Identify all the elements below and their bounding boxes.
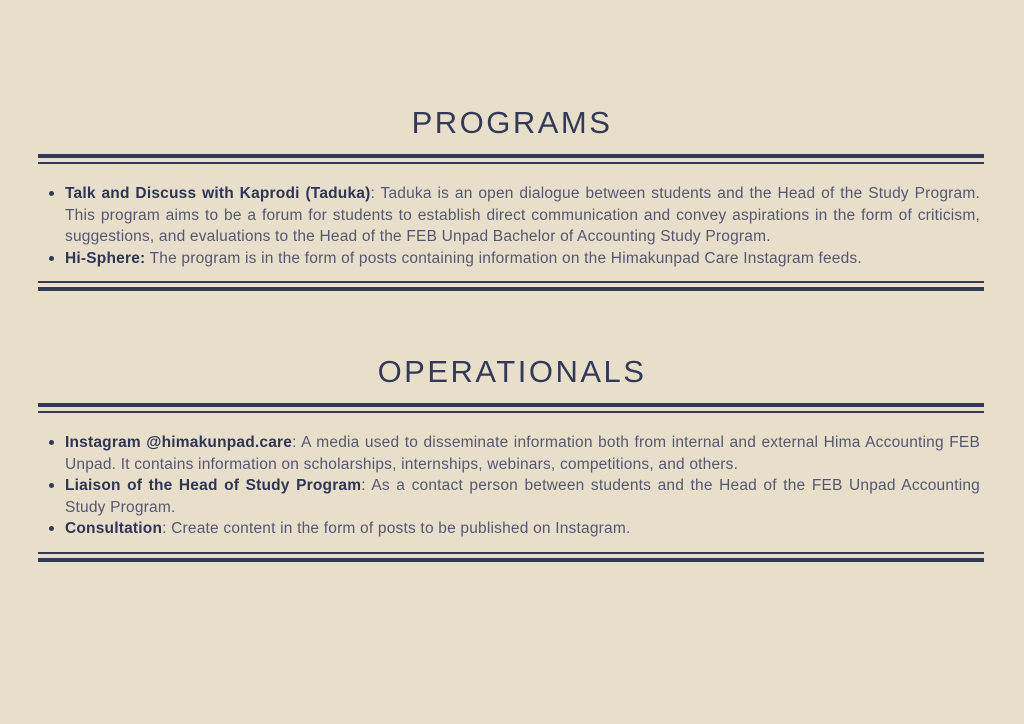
- operationals-list: [40, 432, 980, 540]
- item-text: : Taduka is an open dialogue between students and the Head of the Study Program. This program aims to be a forum for students to establish direct communication and convey aspirations in the form of criticism, suggestions, and evaluations to the Head of the FEB Unpad Bachelor of Accounting Study Program.: [65, 185, 980, 245]
- section-operationals: [0, 291, 1024, 562]
- list-item-instagram: [40, 432, 980, 475]
- programs-list: [40, 183, 980, 269]
- list-item-hi-sphere: [40, 248, 980, 270]
- item-label: Liaison of the Head of Study Program: [65, 477, 362, 494]
- list-item-liaison: [40, 475, 980, 518]
- operationals-divider-top: [38, 403, 984, 413]
- programs-divider-bottom: [38, 281, 984, 291]
- item-text: The program is in the form of posts containing information on the Himakunpad Care Instagram feeds.: [145, 249, 862, 267]
- list-item-consultation: [40, 518, 980, 540]
- programs-title: PROGRAMS: [411, 105, 613, 140]
- item-text: : A media used to disseminate information both from internal and external Hima Accounting FEB Unpad. It contains information on scholarships, internships, webinars, competitions, and others.: [65, 434, 980, 473]
- item-label: Consultation: [65, 520, 163, 537]
- programs-divider-top: [38, 154, 984, 164]
- item-label: Hi-Sphere:: [65, 249, 146, 267]
- list-item-taduka: [40, 183, 980, 248]
- item-text: : As a contact person between students and the Head of the FEB Unpad Accounting Study Program.: [65, 477, 980, 516]
- item-label: Talk and Discuss with Kaprodi (Taduka): [65, 185, 371, 202]
- operationals-divider-bottom: [38, 552, 984, 562]
- item-label: Instagram @himakunpad.care: [65, 434, 293, 451]
- section-programs: [0, 0, 1024, 291]
- operationals-title: OPERATIONALS: [377, 354, 647, 389]
- item-text: : Create content in the form of posts to be published on Instagram.: [162, 520, 631, 537]
